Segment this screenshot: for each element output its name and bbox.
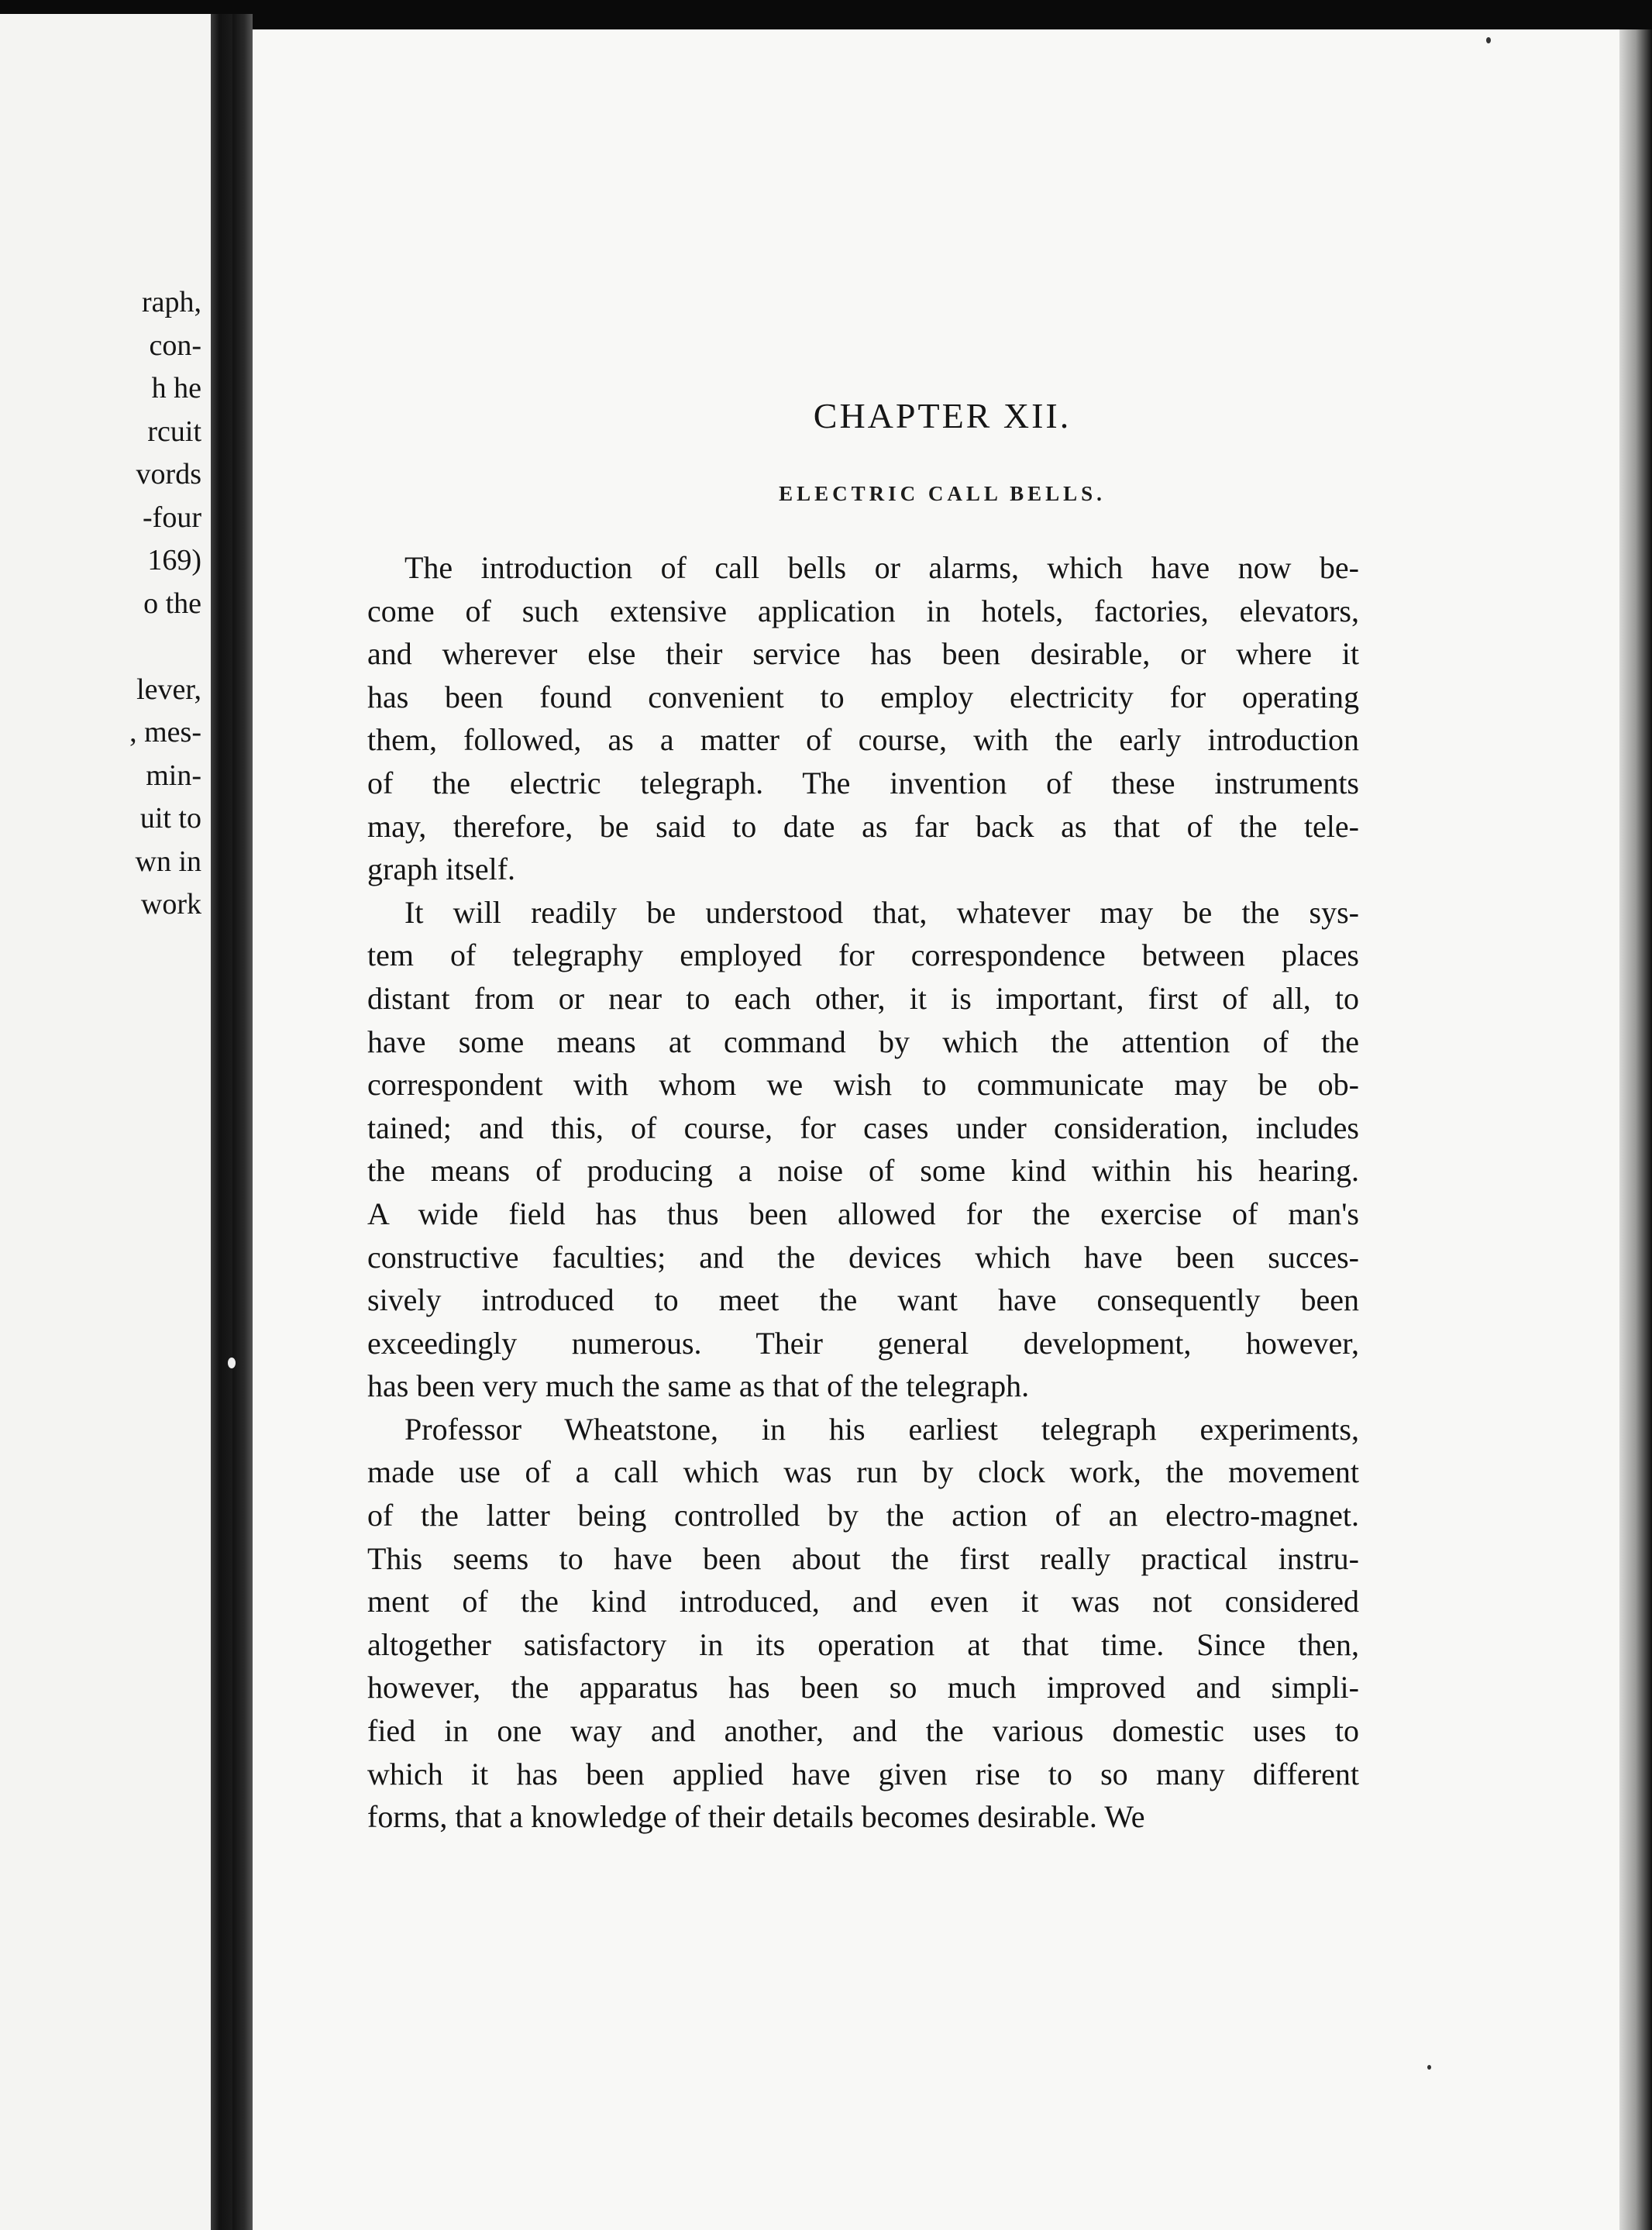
text-line: A wide field has thus been allowed for the exercise of man's [367, 1196, 1359, 1231]
text-line: This seems to have been about the first really practical instru- [367, 1540, 1359, 1576]
section-title: ELECTRIC CALL BELLS. [779, 482, 1106, 505]
text-line: may, therefore, be said to date as far back as that of the tele- [367, 808, 1359, 844]
text-line: altogether satisfactory in its operation at that time. Since then, [367, 1626, 1359, 1662]
paragraph [367, 546, 1359, 891]
text-line: however, the apparatus has been so much improved and simpli- [367, 1670, 1359, 1705]
text-line: Professor Wheatstone, in his earliest telegraph experiments, [404, 1411, 1359, 1447]
text-line: the means of producing a noise of some kind within his hearing. [367, 1153, 1359, 1189]
facing-page-line: uit to [139, 802, 201, 835]
text-line: ment of the kind introduced, and even it was not considered [367, 1584, 1359, 1619]
facing-page-line: raph, [141, 286, 201, 318]
facing-page-line: 169) [147, 544, 201, 576]
text-line: which it has been applied have given rise to so many different [367, 1756, 1359, 1791]
facing-page-line: h he [151, 372, 201, 404]
facing-page-line: -four [143, 501, 201, 534]
facing-page-text [129, 281, 201, 927]
facing-page-line: rcuit [147, 415, 201, 448]
text-line: has been found convenient to employ electricity for operating [367, 679, 1359, 714]
text-line: forms, that a knowledge of their details becomes desirable. We [367, 1799, 1145, 1835]
page-right-edge [1619, 29, 1652, 2230]
facing-page-line: min- [146, 759, 201, 792]
ink-speck [1427, 2065, 1431, 2070]
text-line: has been very much the same as that of the telegraph. [367, 1368, 1030, 1404]
paragraph [367, 891, 1359, 1408]
text-line: them, followed, as a matter of course, with the early introduction [367, 722, 1359, 758]
facing-page-line: con- [149, 329, 201, 362]
text-line: The introduction of call bells or alarms, which have now be- [404, 550, 1359, 585]
body-text [367, 546, 1359, 1839]
text-line: of the latter being controlled by the action of an electro-magnet. [367, 1498, 1359, 1533]
text-line: made use of a call which was run by clock work, the movement [367, 1454, 1359, 1490]
chapter-title: CHAPTER XII. [813, 396, 1072, 435]
text-line: of the electric telegraph. The invention of these instruments [367, 765, 1359, 800]
text-line: correspondent with whom we wish to communicate may be ob- [367, 1067, 1359, 1103]
ink-speck [1486, 37, 1491, 43]
text-line: constructive faculties; and the devices which have been succes- [367, 1239, 1359, 1275]
text-line: distant from or near to each other, it is important, first of all, to [367, 980, 1359, 1016]
facing-page-line: vords [136, 458, 201, 490]
text-line: tained; and this, of course, for cases under consideration, includes [367, 1110, 1359, 1145]
facing-page-line: , mes- [129, 716, 201, 748]
facing-page-line: lever, [136, 673, 201, 706]
text-line: sively introduced to meet the want have consequently been [367, 1282, 1359, 1318]
page-binding-edge [232, 14, 253, 2230]
text-line: exceedingly numerous. Their general development, however, [367, 1325, 1359, 1361]
book-gutter [211, 14, 232, 2230]
paragraph [367, 1408, 1359, 1839]
text-line: graph itself. [367, 852, 516, 887]
text-line: have some means at command by which the attention of the [367, 1024, 1359, 1059]
facing-page-line: wn in [135, 845, 201, 878]
text-line: It will readily be understood that, whatever may be the sys- [404, 894, 1359, 930]
facing-page-line: o the [143, 587, 201, 620]
facing-page [0, 14, 211, 2230]
text-line: fied in one way and another, and the various domestic uses to [367, 1713, 1359, 1749]
text-line: tem of telegraphy employed for correspondence between places [367, 938, 1359, 973]
facing-page-line [129, 625, 201, 669]
text-line: come of such extensive application in hotels, factories, elevators, [367, 593, 1359, 628]
text-line: and wherever else their service has been desirable, or where it [367, 636, 1359, 672]
facing-page-line: work [140, 888, 201, 921]
ink-speck [228, 1358, 236, 1368]
